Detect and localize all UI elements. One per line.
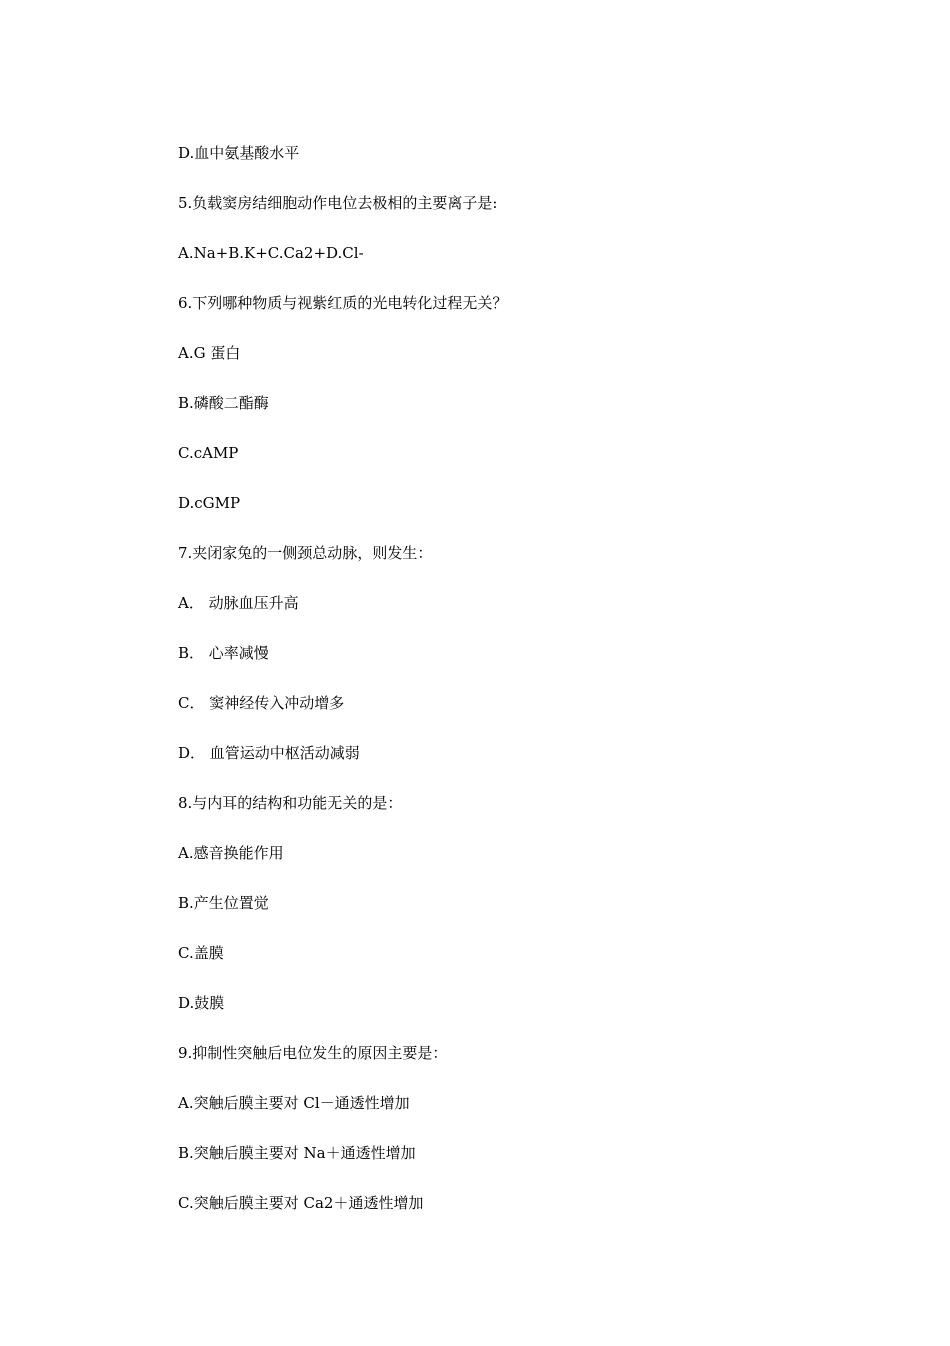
question-8-option-b: B.产生位置觉 xyxy=(178,894,269,912)
question-7-option-a: A． 动脉血压升高 xyxy=(178,594,299,612)
question-7-option-b: B． 心率减慢 xyxy=(178,644,269,662)
question-5-text: 5.负载窦房结细胞动作电位去极相的主要离子是: xyxy=(178,194,498,212)
question-8-option-a: A.感音换能作用 xyxy=(178,844,284,862)
question-7-option-d: D． 血管运动中枢活动减弱 xyxy=(178,744,360,762)
question-7-text: 7.夹闭家兔的一侧颈总动脉，则发生： xyxy=(178,544,433,562)
question-9-option-a: A.突触后膜主要对 Cl－通透性增加 xyxy=(178,1094,410,1112)
question-6-option-d: D.cGMP xyxy=(178,494,241,512)
question-9-option-b: B.突触后膜主要对 Na＋通透性增加 xyxy=(178,1144,416,1162)
question-6-option-a: A.G 蛋白 xyxy=(178,344,241,362)
option-d-text: D.血中氨基酸水平 xyxy=(178,144,300,162)
question-6-text: 6.下列哪种物质与视紫红质的光电转化过程无关？ xyxy=(178,294,508,312)
question-7-option-c: C． 窦神经传入冲动增多 xyxy=(178,694,345,712)
question-8-text: 8.与内耳的结构和功能无关的是： xyxy=(178,794,403,812)
question-8-option-d: D.鼓膜 xyxy=(178,994,225,1012)
question-8-option-c: C.盖膜 xyxy=(178,944,224,962)
question-6-option-c: C.cAMP xyxy=(178,444,239,462)
document-body xyxy=(178,140,798,1240)
question-9-text: 9.抑制性突触后电位发生的原因主要是： xyxy=(178,1044,448,1062)
question-9-option-c: C.突触后膜主要对 Ca2＋通透性增加 xyxy=(178,1194,424,1212)
question-6-option-b: B.磷酸二酯酶 xyxy=(178,394,269,412)
question-5-options: A.Na+B.K+C.Ca2+D.Cl- xyxy=(178,244,364,262)
